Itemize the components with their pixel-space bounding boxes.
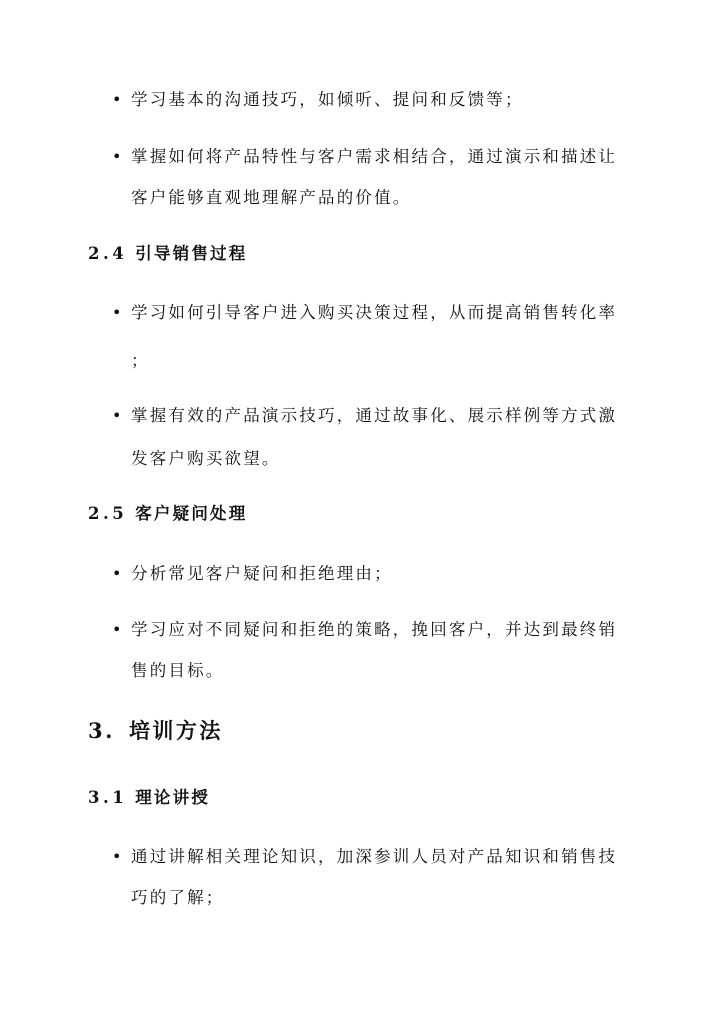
section-heading bbox=[88, 502, 247, 526]
list-item: 掌握如何将产品特性与客户需求相结合，通过演示和描述让 bbox=[131, 147, 618, 166]
chapter-heading bbox=[88, 716, 223, 746]
bullet-marker: • bbox=[112, 620, 122, 639]
list-item-continuation: 售的目标。 bbox=[131, 661, 225, 680]
bullet-marker: • bbox=[112, 564, 122, 583]
bullet-marker: • bbox=[112, 406, 122, 425]
bullet-marker: • bbox=[112, 303, 122, 322]
chapter-number: 3. bbox=[88, 718, 115, 743]
list-item-continuation: 巧的了解； bbox=[131, 888, 225, 907]
chapter-title: 培训方法 bbox=[128, 718, 223, 743]
section-heading bbox=[88, 242, 247, 266]
list-item: 掌握有效的产品演示技巧，通过故事化、展示样例等方式激 bbox=[131, 406, 618, 425]
list-item-continuation: 发客户购买欲望。 bbox=[131, 449, 281, 468]
list-item: 学习基本的沟通技巧，如倾听、提问和反馈等； bbox=[131, 90, 524, 109]
section-title: 客户疑问处理 bbox=[135, 504, 248, 523]
list-item: 分析常见客户疑问和拒绝理由； bbox=[131, 564, 393, 583]
list-item: 通过讲解相关理论知识，加深参训人员对产品知识和销售技 bbox=[131, 847, 618, 866]
section-heading bbox=[88, 786, 210, 810]
bullet-marker: • bbox=[112, 147, 122, 166]
list-item-continuation: 客户能够直观地理解产品的价值。 bbox=[131, 188, 412, 207]
bullet-marker: • bbox=[112, 90, 122, 109]
list-item: 学习应对不同疑问和拒绝的策略，挽回客户，并达到最终销 bbox=[131, 620, 618, 639]
section-number: 3.1 bbox=[88, 788, 128, 807]
section-title: 理论讲授 bbox=[135, 788, 211, 807]
section-number: 2.5 bbox=[88, 504, 128, 523]
list-item: 学习如何引导客户进入购买决策过程，从而提高销售转化率 bbox=[131, 303, 618, 322]
section-title: 引导销售过程 bbox=[135, 244, 248, 263]
list-item-continuation: ； bbox=[131, 351, 150, 370]
bullet-marker: • bbox=[112, 847, 122, 866]
section-number: 2.4 bbox=[88, 244, 128, 263]
